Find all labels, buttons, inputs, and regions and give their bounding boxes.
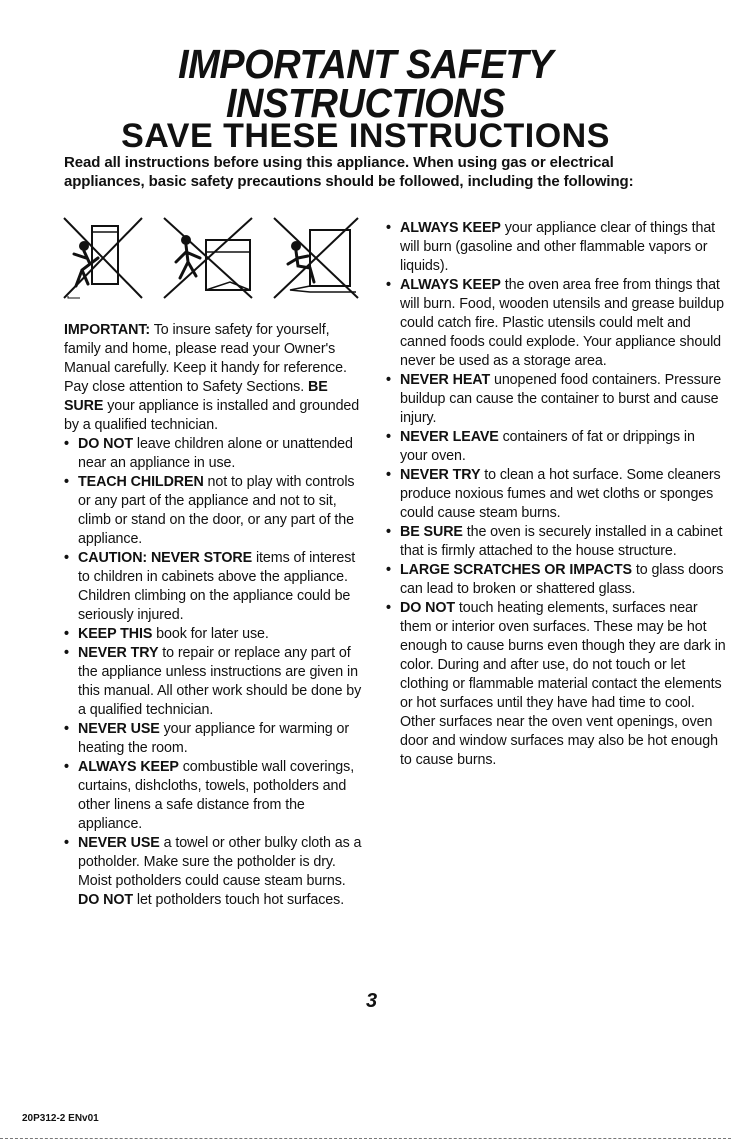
be-sure-text: your appliance is installed and grounded by a qualified technician. bbox=[64, 398, 360, 433]
list-item bbox=[386, 561, 726, 599]
list-item bbox=[64, 473, 364, 549]
bullet-dot: • bbox=[386, 429, 391, 445]
document-code: 20P312-2 ENv01 bbox=[22, 1113, 99, 1124]
bullet-dot: • bbox=[64, 626, 69, 642]
title-line-1: IMPORTANT SAFETY bbox=[178, 42, 553, 88]
bullet-lead: BE SURE bbox=[400, 524, 463, 540]
list-item bbox=[386, 428, 726, 466]
bullet-dot: • bbox=[64, 721, 69, 737]
save-instructions-heading: SAVE THESE INSTRUCTIONS bbox=[121, 117, 610, 155]
bullet-lead: NEVER HEAT bbox=[400, 372, 491, 388]
bullet-lead: NEVER LEAVE bbox=[400, 429, 499, 445]
bullet-dot: • bbox=[386, 600, 391, 616]
list-item bbox=[64, 625, 364, 644]
bullet-text: to glass doors can lead to broken or shattered glass. bbox=[400, 562, 724, 597]
right-column bbox=[386, 219, 726, 770]
bullet-dot: • bbox=[386, 220, 391, 236]
bullet-lead: TEACH CHILDREN bbox=[78, 474, 204, 490]
list-item bbox=[64, 758, 364, 834]
bullet-dot: • bbox=[64, 436, 69, 452]
bullet-lead-2: DO NOT bbox=[78, 892, 133, 908]
bullet-lead: DO NOT bbox=[400, 600, 455, 616]
child-climbing-appliance-prohibited-icon bbox=[62, 212, 146, 302]
title-line-2: INSTRUCTIONS bbox=[226, 81, 505, 127]
list-item bbox=[386, 276, 726, 371]
bullet-dot: • bbox=[386, 372, 391, 388]
bullet-text-2: let potholders touch hot surfaces. bbox=[133, 892, 345, 908]
bullet-dot: • bbox=[386, 277, 391, 293]
bullet-dot: • bbox=[64, 759, 69, 775]
bullet-lead: LARGE SCRATCHES OR IMPACTS bbox=[400, 562, 632, 578]
important-paragraph bbox=[64, 321, 364, 435]
bullet-text: unopened food containers. Pressure buildup can cause the container to burst and cause injury. bbox=[400, 372, 722, 426]
bullet-dot: • bbox=[64, 645, 69, 661]
bullet-dot: • bbox=[64, 835, 69, 851]
bullet-dot: • bbox=[64, 474, 69, 490]
bullet-dot: • bbox=[386, 562, 391, 578]
bullet-text: combustible wall coverings, curtains, dishcloths, towels, potholders and other linens a safe distance from the appliance. bbox=[78, 759, 355, 832]
bullet-text: items of interest to children in cabinets above the appliance. Children climbing on the appliance could be seriously injured. bbox=[78, 550, 356, 623]
list-item bbox=[386, 371, 726, 428]
bullet-text: your appliance for warming or heating the room. bbox=[78, 721, 350, 756]
list-item bbox=[386, 466, 726, 523]
bullet-lead: CAUTION: NEVER STORE bbox=[78, 550, 253, 566]
left-column bbox=[64, 321, 364, 910]
bullet-text: not to play with controls or any part of the appliance and not to sit, climb or stand on the door, or any part of the appliance. bbox=[78, 474, 355, 547]
bullet-text: to repair or replace any part of the appliance unless instructions are given in this manual. All other work should be done by a qualified technician. bbox=[78, 645, 362, 718]
bullet-text: leave children alone or unattended near an appliance in use. bbox=[78, 436, 353, 471]
list-item bbox=[386, 599, 726, 770]
page-number: 3 bbox=[366, 990, 378, 1012]
bullet-lead: ALWAYS KEEP bbox=[400, 277, 501, 293]
bullet-text: the oven area free from things that will burn. Food, wooden utensils and grease buildup could catch fire. Plastic utensils could melt and canned foods could explode. Your appliance should never be used as a storage area. bbox=[400, 277, 724, 369]
list-item bbox=[64, 435, 364, 473]
bullet-text: the oven is securely installed in a cabinet that is firmly attached to the house structure. bbox=[400, 524, 723, 559]
bullet-lead: NEVER USE bbox=[78, 721, 160, 737]
bullet-text: to clean a hot surface. Some cleaners produce noxious fumes and wet cloths or sponges could cause steam burns. bbox=[400, 467, 721, 521]
bullet-text: touch heating elements, surfaces near them or interior oven surfaces. These may be hot enough to cause burns even though they are dark in color. During and after use, do not touch or let clothing or flammable material contact the elements or hot surfaces until they have had time to cool. Other surfaces near the oven vent openings, oven door and window surfaces may also be hot enough to cause burns. bbox=[400, 600, 726, 768]
bullet-lead: NEVER USE bbox=[78, 835, 160, 851]
bullet-text: a towel or other bulky cloth as a potholder. Make sure the potholder is dry. Moist potholders could cause steam burns. bbox=[78, 835, 362, 889]
bullet-lead: NEVER TRY bbox=[78, 645, 159, 661]
list-item bbox=[64, 644, 364, 720]
list-item bbox=[64, 834, 364, 910]
bullet-dot: • bbox=[386, 524, 391, 540]
bullet-dot: • bbox=[386, 467, 391, 483]
important-text: To insure safety for yourself, family and home, please read your Owner's Manual carefully. Keep it handy for reference. Pay close attention to Safety Sections. bbox=[64, 322, 347, 395]
bullet-lead: ALWAYS KEEP bbox=[400, 220, 501, 236]
bullet-lead: KEEP THIS bbox=[78, 626, 153, 642]
list-item bbox=[386, 523, 726, 561]
list-item bbox=[64, 720, 364, 758]
bullet-text: your appliance clear of things that will burn (gasoline and other flammable vapors or liquids). bbox=[400, 220, 716, 274]
bullet-lead: DO NOT bbox=[78, 436, 133, 452]
list-item bbox=[64, 549, 364, 625]
child-near-open-oven-prohibited-icon bbox=[158, 212, 258, 302]
important-label: IMPORTANT: bbox=[64, 322, 151, 338]
intro-paragraph: Read all instructions before using this appliance. When using gas or electrical appliances, basic safety precautions should be followed, including the following: bbox=[64, 154, 634, 190]
bullet-lead: ALWAYS KEEP bbox=[78, 759, 179, 775]
list-item bbox=[386, 219, 726, 276]
page-edge-rule bbox=[0, 1138, 731, 1139]
bullet-dot: • bbox=[64, 550, 69, 566]
bullet-text: containers of fat or drippings in your oven. bbox=[400, 429, 695, 464]
be-sure-label: BE SURE bbox=[64, 379, 328, 414]
bullet-lead: NEVER TRY bbox=[400, 467, 481, 483]
warning-icons-row bbox=[62, 212, 362, 302]
child-sitting-on-door-prohibited-icon bbox=[270, 212, 362, 302]
bullet-text: book for later use. bbox=[152, 626, 269, 642]
